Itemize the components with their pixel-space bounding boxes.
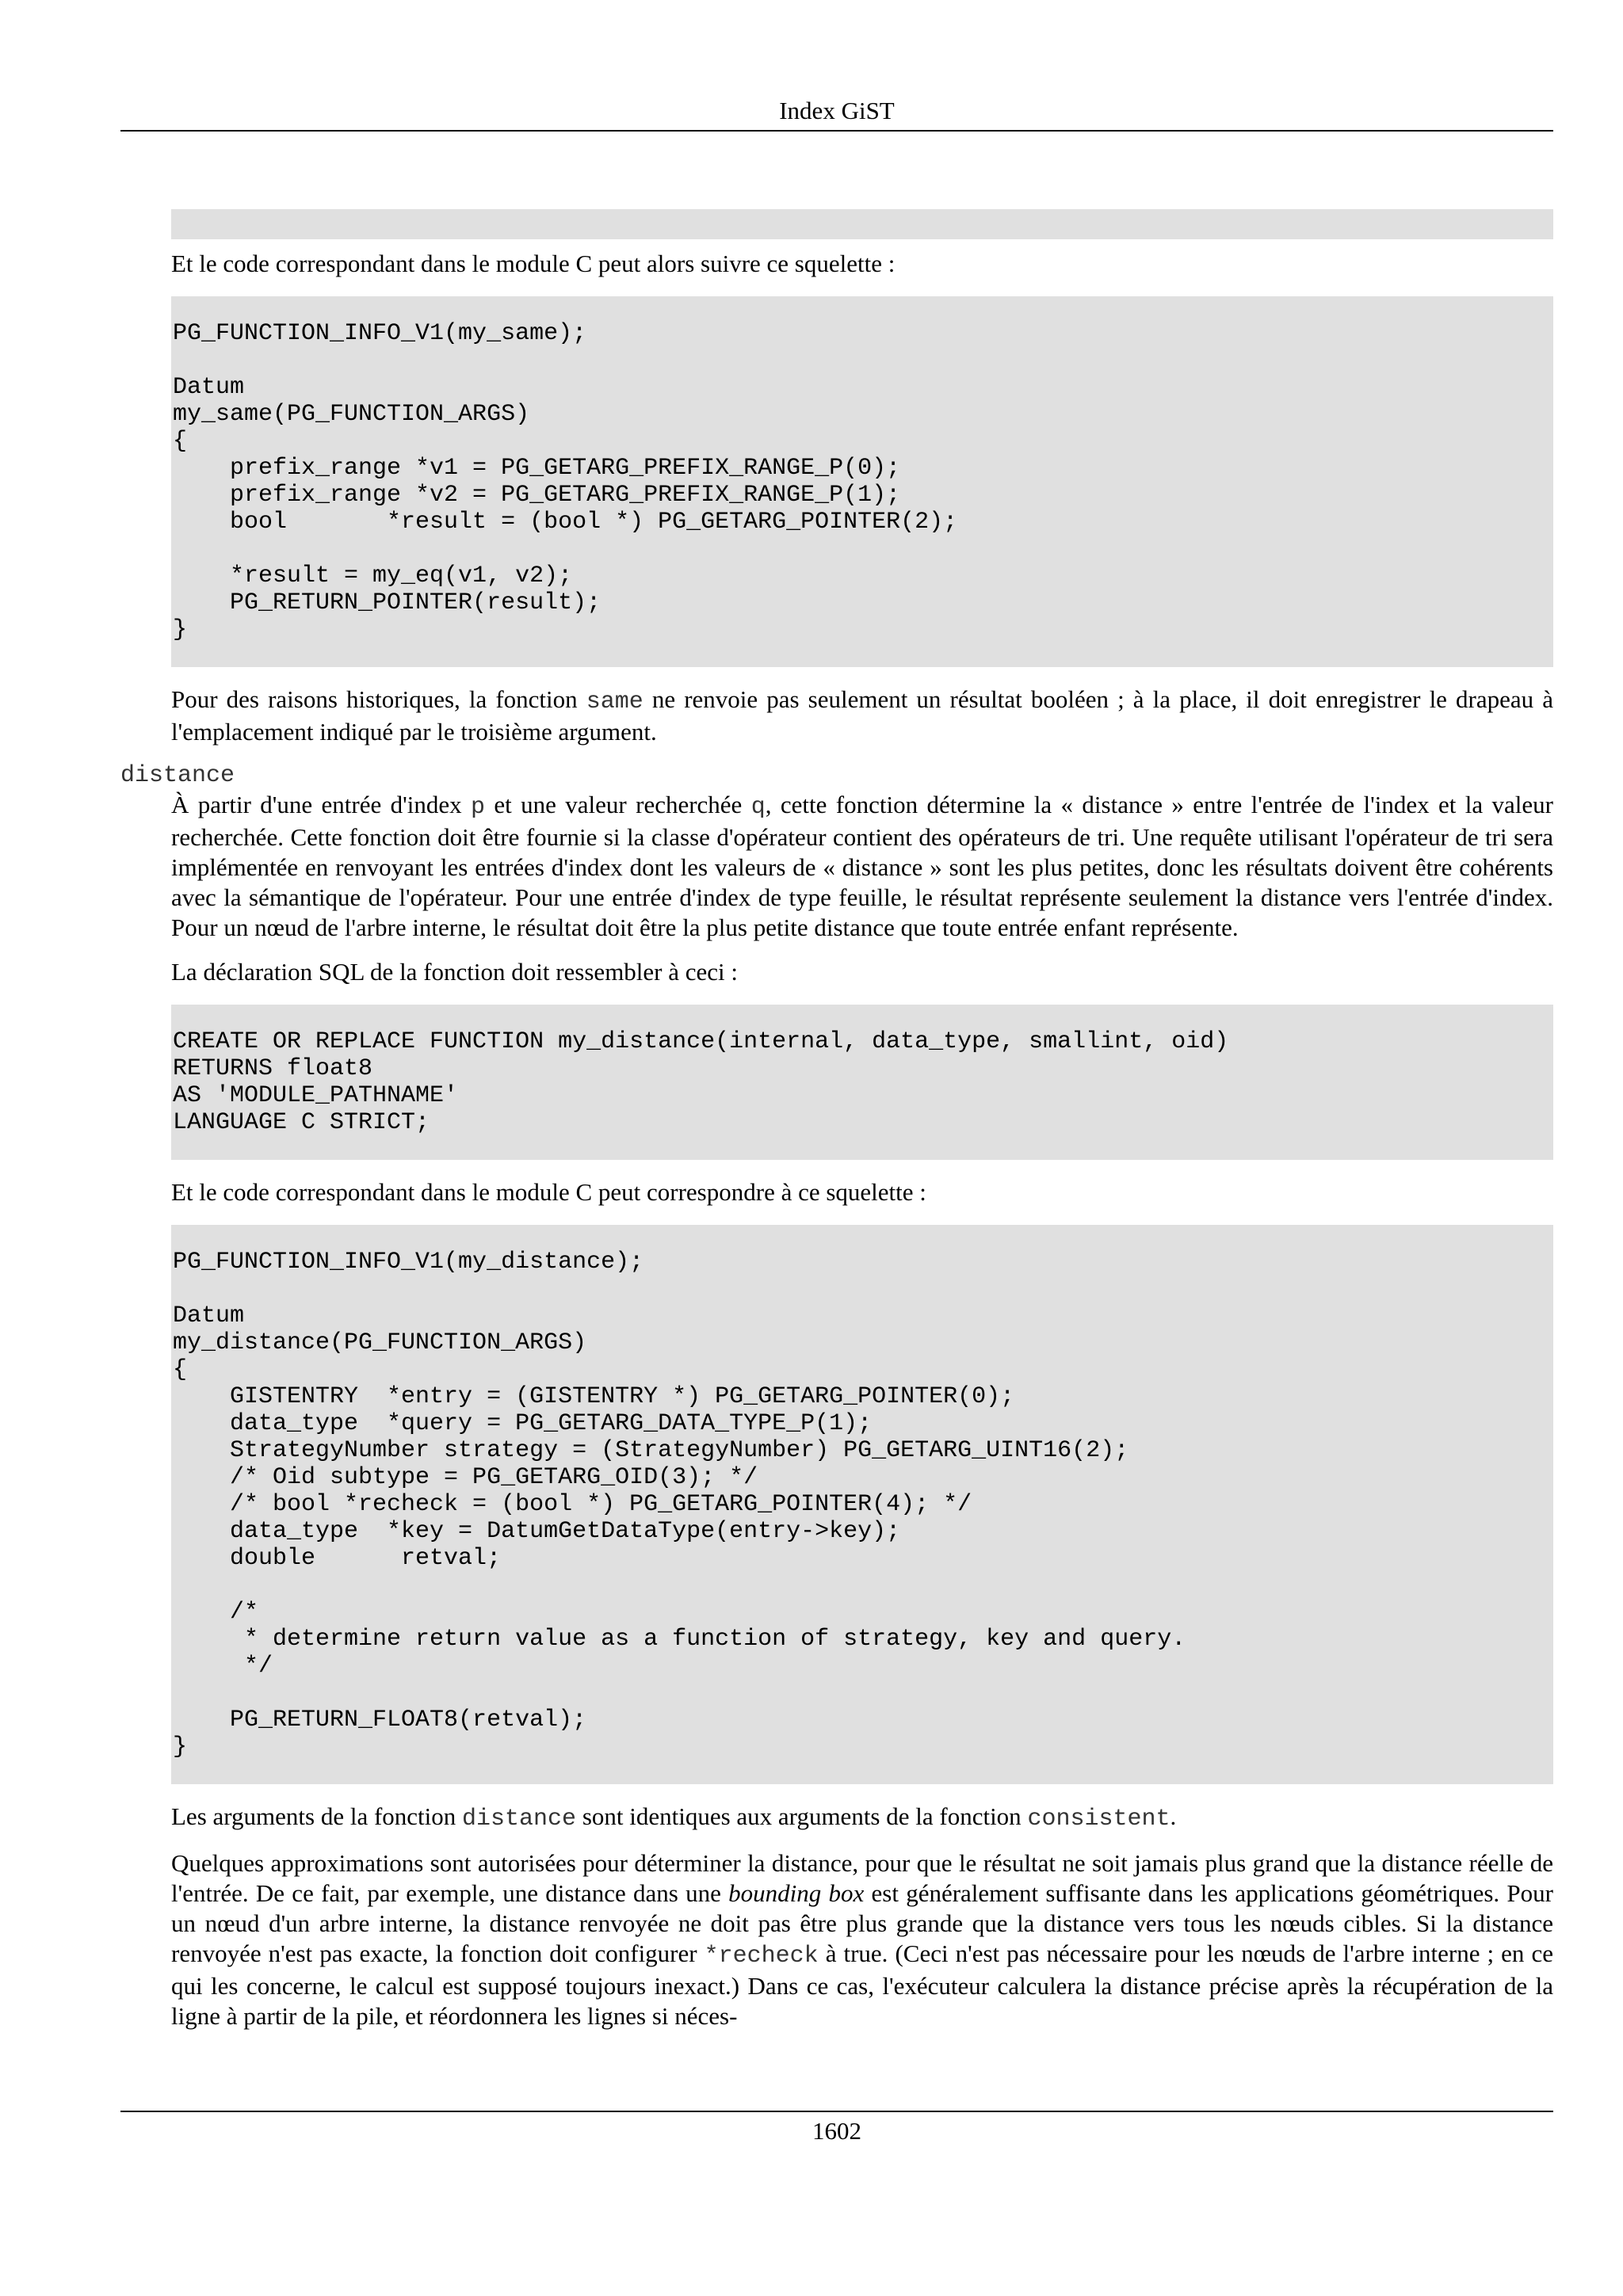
page-footer xyxy=(120,2111,1553,2145)
inline-code-consistent: consistent xyxy=(1027,1806,1170,1833)
page-number: 1602 xyxy=(812,2117,861,2145)
inline-code-q: q xyxy=(750,794,766,821)
paragraph-c-intro: Et le code correspondant dans le module C peut correspondre à ce squelette : xyxy=(171,1178,926,1206)
inline-code-recheck: *recheck xyxy=(704,1943,819,1970)
code-block-sql: CREATE OR REPLACE FUNCTION my_distance(internal, data_type, smallint, oid) RETURNS float8 AS 'MODULE_PATHNAME' LANGUAGE C STRICT; xyxy=(171,1005,1553,1160)
header-title: Index GiST xyxy=(779,97,895,124)
paragraph-arguments: Les arguments de la fonction distance sont identiques aux arguments de la fonction consistent. xyxy=(171,1802,1177,1833)
term-distance: distance xyxy=(120,762,235,789)
code-block-tail xyxy=(171,209,1553,239)
code-block-same: PG_FUNCTION_INFO_V1(my_same); Datum my_same(PG_FUNCTION_ARGS) { prefix_range *v1 = PG_GETARG_PREFIX_RANGE_P(0); prefix_range *v2 = PG_GETARG_PREFIX_RANGE_P(1); bool *result = (bool *) PG_GETARG_POINTER(2); *result = my_eq(v1, v2); PG_RETURN_POINTER(result); } xyxy=(171,296,1553,667)
paragraph-same-historical: Pour des raisons historiques, la fonction same ne renvoie pas seulement un résultat booléen ; à la place, il doit enregistrer le drapeau à l'emplacement indiqué par le troisième argument. xyxy=(171,685,1553,746)
inline-code-p: p xyxy=(470,794,485,821)
page-content xyxy=(120,209,1553,2031)
emphasis-bounding-box: bounding box xyxy=(728,1879,865,1907)
paragraph-sql-declaration: La déclaration SQL de la fonction doit ressembler à ceci : xyxy=(171,958,739,986)
paragraph-approximations: Quelques approximations sont autorisées pour déterminer la distance, pour que le résultat ne soit jamais plus grand que la distance réelle de l'entrée. De ce fait, par exemple, une distance dans une bounding box est généralement suffisante dans les applications géométriques. Pour un nœud d'un arbre interne, la distance renvoyée ne doit pas être plus grande que la distance vers tous les nœuds cibles. Si la distance renvoyée n'est pas exacte, la fonction doit configurer *recheck à true. (Ceci n'est pas nécessaire pour les nœuds de l'arbre interne ; en ce qui les concerne, le calcul est supposé toujours inexact.) Dans ce cas, l'exécuteur calculera la distance précise après la récupération de la ligne à partir de la pile, et réordonnera les lignes si néces- xyxy=(171,1849,1553,2030)
page-header xyxy=(120,92,1553,132)
paragraph-same-code-intro: Et le code correspondant dans le module C peut alors suivre ce squelette : xyxy=(171,250,896,277)
inline-code-same: same xyxy=(586,688,643,715)
code-block-distance: PG_FUNCTION_INFO_V1(my_distance); Datum my_distance(PG_FUNCTION_ARGS) { GISTENTRY *entry = (GISTENTRY *) PG_GETARG_POINTER(0); data_type *query = PG_GETARG_DATA_TYPE_P(1); StrategyNumber strategy = (StrategyNumber) PG_GETARG_UINT16(2); /* Oid subtype = PG_GETARG_OID(3); */ /* bool *recheck = (bool *) PG_GETARG_POINTER(4); */ data_type *key = DatumGetDataType(entry->key); double retval; /* * determine return value as a function of strategy, key and query. */ PG_RETURN_FLOAT8(retval); } xyxy=(171,1225,1553,1784)
paragraph-distance-description: À partir d'une entrée d'index p et une valeur recherchée q, cette fonction détermine la « distance » entre l'entrée de l'index et la valeur recherchée. Cette fonction doit être fournie si la classe d'opérateur contient des opérateurs de tri. Une requête utilisant l'opérateur de tri sera implémentée en renvoyant les entrées d'index dont les valeurs de « distance » sont les plus petites, donc les résultats doivent être cohérents avec la sémantique de l'opérateur. Pour une entrée d'index de type feuille, le résultat représente seulement la distance vers l'entrée d'index. Pour un nœud de l'arbre interne, le résultat doit être la plus petite distance que toute entrée enfant représente. xyxy=(171,791,1553,941)
inline-code-distance: distance xyxy=(462,1806,577,1833)
